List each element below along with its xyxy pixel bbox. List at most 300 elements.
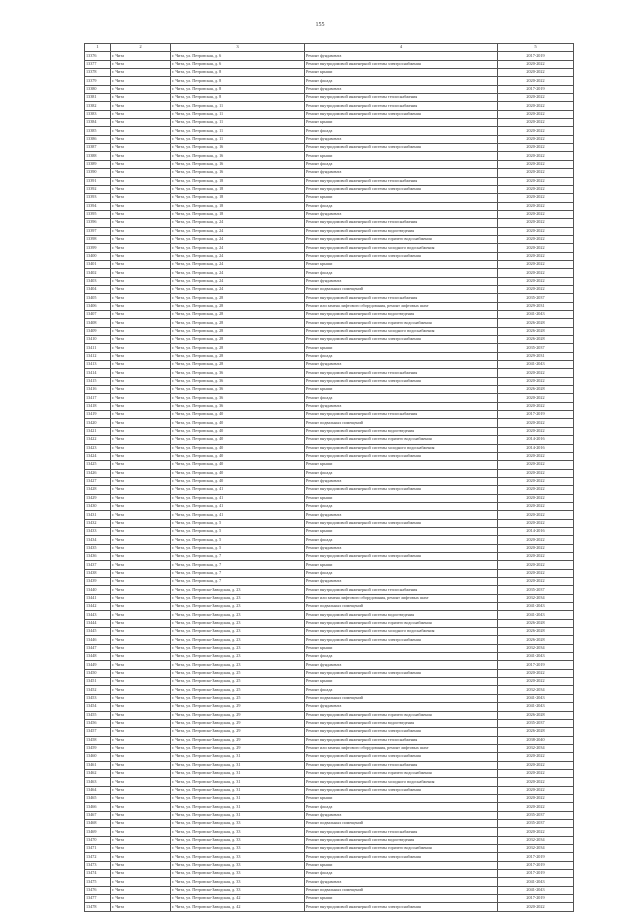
table-row (85, 753, 574, 761)
period-cell: 2032-2034 (498, 686, 574, 694)
work-type-cell: Ремонт подвальных помещений (305, 886, 498, 894)
table-row (85, 811, 574, 819)
work-type-cell: Ремонт внутридомовой инженерной системы электроснабжения (305, 60, 498, 68)
work-type-cell: Ремонт внутридомовой инженерной системы электроснабжения (305, 853, 498, 861)
period-cell: 2026-2028 (498, 628, 574, 636)
work-type-cell: Ремонт внутридомовой инженерной системы водоотведения (305, 227, 498, 235)
municipality-cell: г. Чита (111, 69, 171, 77)
address-cell: г. Чита, ул. Петровско-Заводская, д. 23 (171, 619, 305, 627)
row-number-cell: 13383 (85, 110, 111, 118)
period-cell: 2020-2022 (498, 486, 574, 494)
work-type-cell: Ремонт внутридомовой инженерной системы горячего водоснабжения (305, 711, 498, 719)
table-row (85, 619, 574, 627)
period-cell: 2020-2022 (498, 394, 574, 402)
period-cell: 2020-2022 (498, 194, 574, 202)
work-type-cell: Ремонт фасада (305, 536, 498, 544)
row-number-cell: 13443 (85, 611, 111, 619)
municipality-cell: г. Чита (111, 402, 171, 410)
municipality-cell: г. Чита (111, 878, 171, 886)
period-cell: 2017-2019 (498, 661, 574, 669)
row-number-cell: 13391 (85, 177, 111, 185)
period-cell: 2020-2022 (498, 461, 574, 469)
municipality-cell: г. Чита (111, 477, 171, 485)
table-row (85, 828, 574, 836)
row-number-cell: 13436 (85, 552, 111, 560)
address-cell: г. Чита, ул. Петровско-Заводская, д. 25 (171, 678, 305, 686)
work-type-cell: Ремонт внутридомовой инженерной системы водоотведения (305, 611, 498, 619)
row-number-cell: 13427 (85, 477, 111, 485)
municipality-cell: г. Чита (111, 336, 171, 344)
work-type-cell: Ремонт крыши (305, 69, 498, 77)
period-cell: 2020-2022 (498, 669, 574, 677)
period-cell: 2020-2022 (498, 427, 574, 435)
row-number-cell: 13411 (85, 344, 111, 352)
work-type-cell: Ремонт фундамента (305, 135, 498, 143)
row-number-cell: 13435 (85, 544, 111, 552)
table-row (85, 511, 574, 519)
municipality-cell: г. Чита (111, 436, 171, 444)
table-row (85, 60, 574, 68)
address-cell: г. Чита, ул. Петровская, д. 28 (171, 344, 305, 352)
table-row (85, 361, 574, 369)
period-cell: 2026-2028 (498, 711, 574, 719)
table-row (85, 152, 574, 160)
row-number-cell: 13413 (85, 361, 111, 369)
table-row (85, 819, 574, 827)
period-cell: 2020-2022 (498, 569, 574, 577)
address-cell: г. Чита, ул. Петровско-Заводская, д. 33 (171, 836, 305, 844)
row-number-cell: 13380 (85, 85, 111, 93)
municipality-cell: г. Чита (111, 853, 171, 861)
table-row (85, 586, 574, 594)
work-type-cell: Ремонт фундамента (305, 210, 498, 218)
period-cell: 2020-2022 (498, 552, 574, 560)
period-cell: 2020-2022 (498, 536, 574, 544)
period-cell: 2020-2022 (498, 769, 574, 777)
work-type-cell: Ремонт или замена лифтового оборудования, ремонт лифтовых шахт (305, 302, 498, 310)
address-cell: г. Чита, ул. Петровская, д. 28 (171, 319, 305, 327)
municipality-cell: г. Чита (111, 703, 171, 711)
period-cell: 2041-2043 (498, 703, 574, 711)
period-cell: 2020-2022 (498, 227, 574, 235)
period-cell: 2020-2022 (498, 69, 574, 77)
work-type-cell: Ремонт крыши (305, 260, 498, 268)
work-type-cell: Ремонт фасада (305, 127, 498, 135)
row-number-cell: 13392 (85, 185, 111, 193)
address-cell: г. Чита, ул. Петровская, д. 41 (171, 494, 305, 502)
period-cell: 2020-2022 (498, 578, 574, 586)
table-row (85, 494, 574, 502)
work-type-cell: Ремонт фундамента (305, 703, 498, 711)
row-number-cell: 13459 (85, 744, 111, 752)
period-cell: 2041-2043 (498, 361, 574, 369)
row-number-cell: 13460 (85, 753, 111, 761)
table-row (85, 336, 574, 344)
address-cell: г. Чита, ул. Петровско-Заводская, д. 42 (171, 895, 305, 903)
address-cell: г. Чита, ул. Петровская, д. 8 (171, 85, 305, 93)
row-number-cell: 13420 (85, 419, 111, 427)
work-type-cell: Ремонт внутридомовой инженерной системы электроснабжения (305, 519, 498, 527)
table-row (85, 878, 574, 886)
work-type-cell: Ремонт внутридомовой инженерной системы холодного водоснабжения (305, 628, 498, 636)
work-type-cell: Ремонт крыши (305, 386, 498, 394)
address-cell: г. Чита, ул. Петровская, д. 24 (171, 235, 305, 243)
period-cell: 2041-2043 (498, 611, 574, 619)
table-row (85, 703, 574, 711)
work-type-cell: Ремонт фундамента (305, 544, 498, 552)
municipality-cell: г. Чита (111, 235, 171, 243)
address-cell: г. Чита, ул. Петровская, д. 24 (171, 227, 305, 235)
row-number-cell: 13478 (85, 903, 111, 911)
table-row (85, 386, 574, 394)
address-cell: г. Чита, ул. Петровско-Заводская, д. 29 (171, 719, 305, 727)
municipality-cell: г. Чита (111, 686, 171, 694)
municipality-cell: г. Чита (111, 352, 171, 360)
period-cell: 2020-2022 (498, 277, 574, 285)
work-type-cell: Ремонт крыши (305, 644, 498, 652)
row-number-cell: 13384 (85, 119, 111, 127)
municipality-cell: г. Чита (111, 870, 171, 878)
row-number-cell: 13465 (85, 794, 111, 802)
work-type-cell: Ремонт фундамента (305, 85, 498, 93)
period-cell: 2020-2022 (498, 519, 574, 527)
address-cell: г. Чита, ул. Петровско-Заводская, д. 42 (171, 903, 305, 911)
address-cell: г. Чита, ул. Петровско-Заводская, д. 33 (171, 845, 305, 853)
row-number-cell: 13452 (85, 686, 111, 694)
row-number-cell: 13477 (85, 895, 111, 903)
period-cell: 2020-2022 (498, 244, 574, 252)
work-type-cell: Ремонт внутридомовой инженерной системы холодного водоснабжения (305, 778, 498, 786)
work-type-cell: Ремонт внутридомовой инженерной системы электроснабжения (305, 377, 498, 385)
address-cell: г. Чита, ул. Петровская, д. 28 (171, 311, 305, 319)
table-row (85, 352, 574, 360)
period-cell: 2032-2034 (498, 845, 574, 853)
row-number-cell: 13400 (85, 252, 111, 260)
municipality-cell: г. Чита (111, 277, 171, 285)
table-row (85, 736, 574, 744)
table-row (85, 52, 574, 60)
address-cell: г. Чита, ул. Петровская, д. 41 (171, 486, 305, 494)
period-cell: 2014-2016 (498, 436, 574, 444)
row-number-cell: 13425 (85, 461, 111, 469)
table-row (85, 778, 574, 786)
table-row (85, 294, 574, 302)
work-type-cell: Ремонт фундамента (305, 277, 498, 285)
period-cell: 2020-2022 (498, 794, 574, 802)
work-type-cell: Ремонт фундамента (305, 878, 498, 886)
address-cell: г. Чита, ул. Петровско-Заводская, д. 23 (171, 603, 305, 611)
work-type-cell: Ремонт внутридомовой инженерной системы холодного водоснабжения (305, 327, 498, 335)
work-type-cell: Ремонт фундамента (305, 361, 498, 369)
table-row (85, 427, 574, 435)
work-type-cell: Ремонт внутридомовой инженерной системы теплоснабжения (305, 177, 498, 185)
municipality-cell: г. Чита (111, 828, 171, 836)
column-header: 4 (305, 44, 498, 52)
address-cell: г. Чита, ул. Петровская, д. 40 (171, 452, 305, 460)
table-row (85, 419, 574, 427)
period-cell: 2020-2022 (498, 160, 574, 168)
row-number-cell: 13467 (85, 811, 111, 819)
address-cell: г. Чита, ул. Петровская, д. 11 (171, 119, 305, 127)
work-type-cell: Ремонт внутридомовой инженерной системы холодного водоснабжения (305, 444, 498, 452)
table-row (85, 794, 574, 802)
period-cell: 2026-2028 (498, 336, 574, 344)
row-number-cell: 13462 (85, 769, 111, 777)
row-number-cell: 13422 (85, 436, 111, 444)
table-row (85, 644, 574, 652)
table-body (85, 44, 574, 912)
period-cell: 2041-2043 (498, 878, 574, 886)
work-type-cell: Ремонт внутридомовой инженерной системы электроснабжения (305, 486, 498, 494)
row-number-cell: 13421 (85, 427, 111, 435)
table-row (85, 102, 574, 110)
municipality-cell: г. Чита (111, 502, 171, 510)
period-cell: 2020-2022 (498, 753, 574, 761)
municipality-cell: г. Чита (111, 185, 171, 193)
table-row (85, 327, 574, 335)
table-row (85, 611, 574, 619)
table-row (85, 477, 574, 485)
work-type-cell: Ремонт фасада (305, 269, 498, 277)
table-row (85, 544, 574, 552)
period-cell: 2020-2022 (498, 119, 574, 127)
municipality-cell: г. Чита (111, 561, 171, 569)
table-row (85, 319, 574, 327)
work-type-cell: Ремонт внутридомовой инженерной системы водоотведения (305, 719, 498, 727)
address-cell: г. Чита, ул. Петровская, д. 7 (171, 578, 305, 586)
row-number-cell: 13405 (85, 294, 111, 302)
address-cell: г. Чита, ул. Петровская, д. 5 (171, 536, 305, 544)
work-type-cell: Ремонт внутридомовой инженерной системы электроснабжения (305, 636, 498, 644)
work-type-cell: Ремонт внутридомовой инженерной системы горячего водоснабжения (305, 845, 498, 853)
work-type-cell: Ремонт внутридомовой инженерной системы горячего водоснабжения (305, 235, 498, 243)
address-cell: г. Чита, ул. Петровская, д. 28 (171, 294, 305, 302)
table-row (85, 769, 574, 777)
table-row (85, 210, 574, 218)
table-row (85, 277, 574, 285)
row-number-cell: 13457 (85, 728, 111, 736)
municipality-cell: г. Чита (111, 252, 171, 260)
address-cell: г. Чита, ул. Петровская, д. 7 (171, 552, 305, 560)
address-cell: г. Чита, ул. Петровско-Заводская, д. 31 (171, 778, 305, 786)
municipality-cell: г. Чита (111, 260, 171, 268)
municipality-cell: г. Чита (111, 719, 171, 727)
row-number-cell: 13430 (85, 502, 111, 510)
row-number-cell: 13403 (85, 277, 111, 285)
municipality-cell: г. Чита (111, 344, 171, 352)
page-number: 155 (315, 22, 325, 28)
period-cell: 2032-2034 (498, 644, 574, 652)
municipality-cell: г. Чита (111, 569, 171, 577)
address-cell: г. Чита, ул. Петровская, д. 11 (171, 102, 305, 110)
address-cell: г. Чита, ул. Петровская, д. 40 (171, 477, 305, 485)
period-cell: 2020-2022 (498, 252, 574, 260)
period-cell: 2020-2022 (498, 177, 574, 185)
period-cell: 2017-2019 (498, 870, 574, 878)
municipality-cell: г. Чита (111, 227, 171, 235)
municipality-cell: г. Чита (111, 219, 171, 227)
address-cell: г. Чита, ул. Петровская, д. 6 (171, 52, 305, 60)
municipality-cell: г. Чита (111, 736, 171, 744)
municipality-cell: г. Чита (111, 144, 171, 152)
work-type-cell: Ремонт крыши (305, 794, 498, 802)
municipality-cell: г. Чита (111, 85, 171, 93)
address-cell: г. Чита, ул. Петровско-Заводская, д. 23 (171, 611, 305, 619)
work-type-cell: Ремонт фасада (305, 803, 498, 811)
municipality-cell: г. Чита (111, 761, 171, 769)
period-cell: 2020-2022 (498, 235, 574, 243)
row-number-cell: 13449 (85, 661, 111, 669)
period-cell: 2020-2022 (498, 269, 574, 277)
period-cell: 2026-2028 (498, 728, 574, 736)
address-cell: г. Чита, ул. Петровско-Заводская, д. 33 (171, 878, 305, 886)
municipality-cell: г. Чита (111, 110, 171, 118)
row-number-cell: 13393 (85, 194, 111, 202)
table-row (85, 185, 574, 193)
period-cell: 2020-2022 (498, 377, 574, 385)
work-type-cell: Ремонт фундамента (305, 578, 498, 586)
address-cell: г. Чита, ул. Петровско-Заводская, д. 29 (171, 728, 305, 736)
address-cell: г. Чита, ул. Петровско-Заводская, д. 25 (171, 694, 305, 702)
row-number-cell: 13379 (85, 77, 111, 85)
work-type-cell: Ремонт крыши (305, 861, 498, 869)
work-type-cell: Ремонт внутридомовой инженерной системы горячего водоснабжения (305, 319, 498, 327)
address-cell: г. Чита, ул. Петровско-Заводская, д. 25 (171, 686, 305, 694)
period-cell: 2041-2043 (498, 694, 574, 702)
work-type-cell: Ремонт внутридомовой инженерной системы теплоснабжения (305, 586, 498, 594)
row-number-cell: 13424 (85, 452, 111, 460)
work-type-cell: Ремонт подвальных помещений (305, 819, 498, 827)
address-cell: г. Чита, ул. Петровская, д. 11 (171, 127, 305, 135)
address-cell: г. Чита, ул. Петровская, д. 40 (171, 411, 305, 419)
table-row (85, 235, 574, 243)
address-cell: г. Чита, ул. Петровская, д. 5 (171, 527, 305, 535)
table-row (85, 302, 574, 310)
municipality-cell: г. Чита (111, 461, 171, 469)
period-cell: 2020-2022 (498, 135, 574, 143)
address-cell: г. Чита, ул. Петровская, д. 28 (171, 361, 305, 369)
municipality-cell: г. Чита (111, 369, 171, 377)
period-cell: 2041-2043 (498, 603, 574, 611)
row-number-cell: 13464 (85, 786, 111, 794)
period-cell: 2020-2022 (498, 185, 574, 193)
address-cell: г. Чита, ул. Петровско-Заводская, д. 33 (171, 828, 305, 836)
row-number-cell: 13390 (85, 169, 111, 177)
row-number-cell: 13394 (85, 202, 111, 210)
address-cell: г. Чита, ул. Петровская, д. 18 (171, 185, 305, 193)
table-row (85, 461, 574, 469)
address-cell: г. Чита, ул. Петровская, д. 36 (171, 386, 305, 394)
municipality-cell: г. Чита (111, 160, 171, 168)
address-cell: г. Чита, ул. Петровская, д. 18 (171, 210, 305, 218)
row-number-cell: 13445 (85, 628, 111, 636)
municipality-cell: г. Чита (111, 135, 171, 143)
work-type-cell: Ремонт внутридомовой инженерной системы электроснабжения (305, 185, 498, 193)
work-type-cell: Ремонт крыши (305, 494, 498, 502)
municipality-cell: г. Чита (111, 594, 171, 602)
work-type-cell: Ремонт внутридомовой инженерной системы теплоснабжения (305, 219, 498, 227)
table-row (85, 260, 574, 268)
table-row (85, 436, 574, 444)
address-cell: г. Чита, ул. Петровско-Заводская, д. 31 (171, 761, 305, 769)
table-row (85, 402, 574, 410)
address-cell: г. Чита, ул. Петровская, д. 28 (171, 327, 305, 335)
period-cell: 2041-2043 (498, 311, 574, 319)
address-cell: г. Чита, ул. Петровско-Заводская, д. 23 (171, 644, 305, 652)
work-type-cell: Ремонт внутридомовой инженерной системы теплоснабжения (305, 102, 498, 110)
table-row (85, 678, 574, 686)
period-cell: 2032-2034 (498, 836, 574, 844)
work-type-cell: Ремонт или замена лифтового оборудования, ремонт лифтовых шахт (305, 744, 498, 752)
municipality-cell: г. Чита (111, 578, 171, 586)
period-cell: 2032-2034 (498, 594, 574, 602)
row-number-cell: 13458 (85, 736, 111, 744)
municipality-cell: г. Чита (111, 527, 171, 535)
municipality-cell: г. Чита (111, 536, 171, 544)
address-cell: г. Чита, ул. Петровско-Заводская, д. 31 (171, 811, 305, 819)
address-cell: г. Чита, ул. Петровская, д. 5 (171, 544, 305, 552)
table-row (85, 69, 574, 77)
row-number-cell: 13470 (85, 836, 111, 844)
table-row (85, 861, 574, 869)
table-row (85, 160, 574, 168)
column-header: 3 (171, 44, 305, 52)
row-number-cell: 13377 (85, 60, 111, 68)
table-row (85, 269, 574, 277)
municipality-cell: г. Чита (111, 861, 171, 869)
table-row (85, 536, 574, 544)
work-type-cell: Ремонт крыши (305, 895, 498, 903)
period-cell: 2032-2034 (498, 744, 574, 752)
table-row (85, 252, 574, 260)
table-row (85, 177, 574, 185)
period-cell: 2020-2022 (498, 144, 574, 152)
row-number-cell: 13388 (85, 152, 111, 160)
address-cell: г. Чита, ул. Петровско-Заводская, д. 29 (171, 736, 305, 744)
row-number-cell: 13469 (85, 828, 111, 836)
address-cell: г. Чита, ул. Петровская, д. 8 (171, 69, 305, 77)
municipality-cell: г. Чита (111, 194, 171, 202)
row-number-cell: 13416 (85, 386, 111, 394)
work-type-cell: Ремонт внутридомовой инженерной системы теплоснабжения (305, 736, 498, 744)
work-type-cell: Ремонт крыши (305, 152, 498, 160)
municipality-cell: г. Чита (111, 628, 171, 636)
municipality-cell: г. Чита (111, 94, 171, 102)
work-type-cell: Ремонт внутридомовой инженерной системы теплоснабжения (305, 411, 498, 419)
column-header: 5 (498, 44, 574, 52)
row-number-cell: 13386 (85, 135, 111, 143)
table-row (85, 761, 574, 769)
address-cell: г. Чита, ул. Петровско-Заводская, д. 31 (171, 769, 305, 777)
municipality-cell: г. Чита (111, 177, 171, 185)
row-number-cell: 13385 (85, 127, 111, 135)
municipality-cell: г. Чита (111, 895, 171, 903)
row-number-cell: 13471 (85, 845, 111, 853)
period-cell: 2035-2037 (498, 719, 574, 727)
row-number-cell: 13398 (85, 235, 111, 243)
work-type-cell: Ремонт фасада (305, 202, 498, 210)
work-type-cell: Ремонт фундамента (305, 169, 498, 177)
municipality-cell: г. Чита (111, 377, 171, 385)
table-row (85, 886, 574, 894)
row-number-cell: 13419 (85, 411, 111, 419)
municipality-cell: г. Чита (111, 778, 171, 786)
table-row (85, 845, 574, 853)
row-number-cell: 13450 (85, 669, 111, 677)
address-cell: г. Чита, ул. Петровская, д. 16 (171, 160, 305, 168)
table-row (85, 653, 574, 661)
row-number-cell: 13432 (85, 519, 111, 527)
